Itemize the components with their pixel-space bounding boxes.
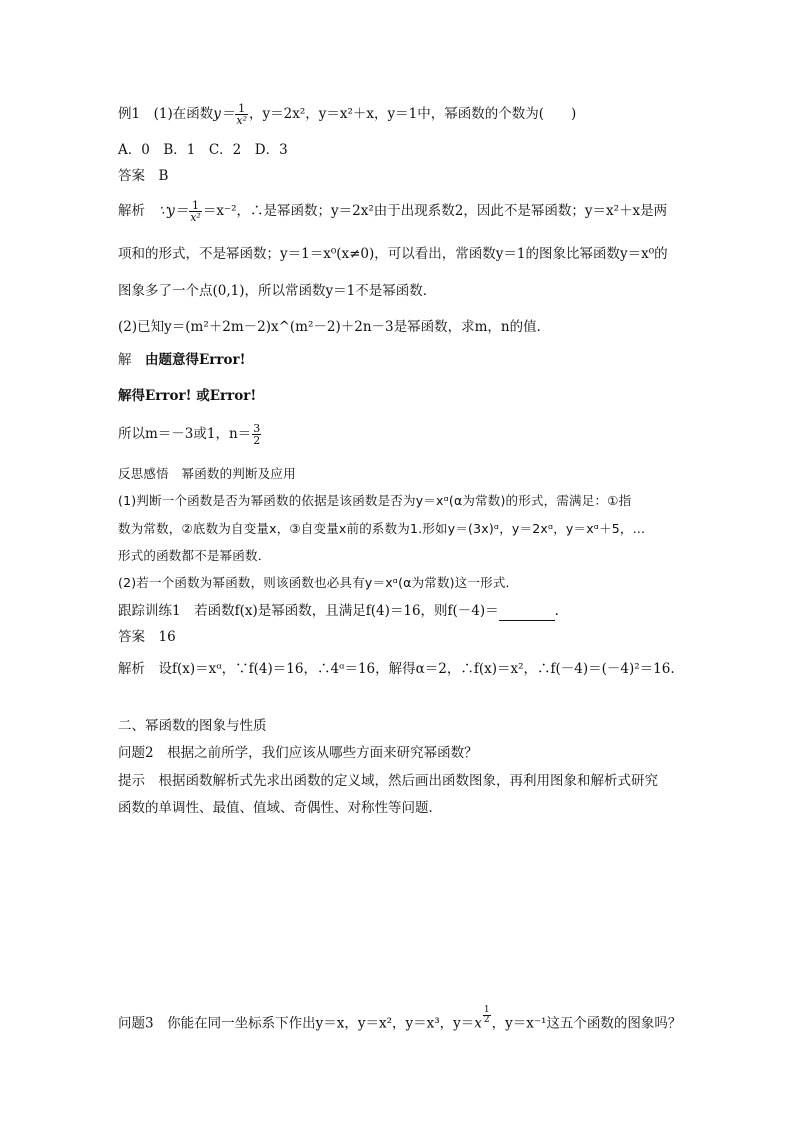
example1-solution-line3: 所以m＝－3或1，n＝ $\frac{3}{2}$	[118, 422, 261, 447]
example1-question2: (2)已知y＝(m²＋2m－2)x^(m²－2)＋2n－3是幂函数，求m，n的值．	[118, 319, 551, 335]
fraction-1-over-x2: $\frac{1}{\text{x²}}$	[236, 102, 247, 127]
fraction-3-over-2: $\frac{3}{2}$	[253, 422, 261, 447]
example1-solution-line1: 解 由题意得Error!	[118, 352, 246, 368]
example1-analysis-line3: 图象多了一个点(0,1)，所以常函数y＝1不是幂函数．	[118, 283, 437, 299]
reflection-line2: 数为常数，②底数为自变量x，③自变量x前的系数为1.形如y＝(3x)ᵅ，y＝2xᵅ，y＝xᵅ＋5，…	[118, 521, 646, 536]
section2-heading: 二、幂函数的图象与性质	[118, 718, 267, 734]
example1-analysis-line2: 项和的形式，不是幂函数；y＝1＝x⁰(x≠0)，可以看出，常函数y＝1的图象比幂函数y＝x⁰的	[118, 246, 668, 262]
example1-analysis-line1: 解析 ∵y＝ $\frac{1}{\text{x²}}$ ＝x⁻²，∴是幂函数；y＝2x²由于出现系数2，因此不是幂函数；y＝x²＋x是两	[118, 199, 668, 224]
fraction-1-over-x2-analysis: $\frac{1}{\text{x²}}$	[190, 199, 201, 224]
reflection-line1: (1)判断一个函数是否为幂函数的依据是该函数是否为y＝xᵅ(α为常数)的形式，需满足：①指	[118, 493, 632, 508]
question3: 问题3 你能在同一坐标系下作出y＝x，y＝x²，y＝x³，y＝x $\frac{1}{2}$ ，y＝x⁻¹这五个函数的图象吗？	[118, 1005, 682, 1032]
practice1-question: 跟踪训练1 若函数f(x)是幂函数，且满足f(4)＝16，则f(－4)＝ .	[118, 603, 559, 619]
example1-options: A．0 B．1 C．2 D．3	[118, 142, 288, 158]
exponent-half: $\frac{1}{2}$	[483, 1005, 490, 1025]
reflection-line3: 形式的函数都不是幂函数．	[118, 548, 271, 563]
example1-label: 例1	[118, 106, 141, 122]
question2: 问题2 根据之前所学，我们应该从哪些方面来研究幂函数？	[118, 745, 478, 761]
tip-line1: 提示 根据函数解析式先求出函数的定义域，然后画出函数图象，再利用图象和解析式研究	[118, 773, 658, 789]
example1-solution-line2: 解得Error! 或Error!	[118, 388, 257, 404]
reflection-title: 反思感悟 幂函数的判断及应用	[118, 466, 296, 481]
answer-blank	[499, 606, 555, 621]
practice1-answer: 答案 16	[118, 629, 176, 645]
example1-question: 例1 (1)在函数y＝ $\frac{1}{\text{x²}}$ ，y＝2x²，y＝x²＋x，y＝1中，幂函数的个数为( )	[118, 102, 577, 127]
reflection-line4: (2)若一个函数为幂函数，则该函数也必具有y＝xᵅ(α为常数)这一形式．	[118, 575, 519, 590]
example1-answer: 答案 B	[118, 168, 169, 184]
tip-line2: 函数的单调性、最值、值域、奇偶性、对称性等问题．	[118, 800, 442, 816]
practice1-analysis: 解析 设f(x)＝xᵅ，∵f(4)＝16，∴4ᵅ＝16，解得α＝2，∴f(x)＝x²，∴f(－4)＝(－4)²＝16.	[118, 661, 675, 677]
